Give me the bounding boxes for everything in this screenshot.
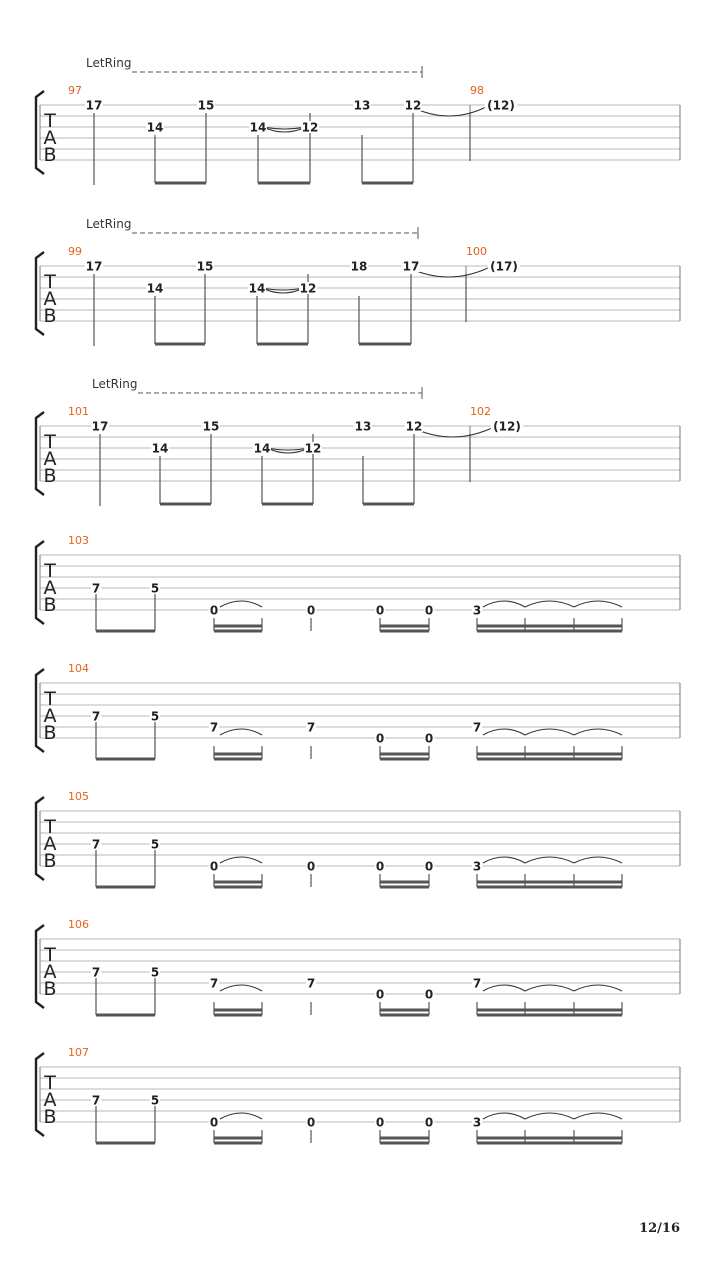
tab-clef-letter: B bbox=[43, 465, 57, 487]
fret-number: (12) bbox=[493, 419, 521, 434]
fret-number: 7 bbox=[209, 720, 219, 735]
fret-number: 12 bbox=[404, 98, 422, 113]
beam bbox=[477, 1009, 622, 1012]
beam bbox=[214, 1009, 262, 1012]
fret-number: 14 bbox=[249, 120, 267, 135]
beam bbox=[214, 1142, 262, 1145]
beam bbox=[214, 753, 262, 756]
beam bbox=[214, 1137, 262, 1140]
tie-arc bbox=[574, 857, 622, 863]
beam bbox=[214, 1014, 262, 1017]
fret-number: 7 bbox=[91, 965, 101, 980]
fret-number: 3 bbox=[472, 603, 482, 618]
beam bbox=[96, 1142, 155, 1145]
let-ring-label: LetRing bbox=[86, 56, 132, 70]
beam bbox=[380, 758, 429, 761]
tie-arc bbox=[525, 601, 574, 607]
tie-arc bbox=[574, 985, 622, 991]
measure-number: 102 bbox=[470, 405, 491, 418]
tab-clef-letter: T bbox=[44, 688, 56, 710]
fret-number: 12 bbox=[405, 419, 423, 434]
fret-number: 0 bbox=[375, 603, 385, 618]
beam bbox=[380, 753, 429, 756]
beam bbox=[214, 625, 262, 628]
measure-number: 100 bbox=[466, 245, 487, 258]
tab-system bbox=[36, 1046, 680, 1145]
beam bbox=[477, 1014, 622, 1017]
beam bbox=[96, 886, 155, 889]
measure-number: 104 bbox=[68, 662, 89, 675]
fret-number: 0 bbox=[424, 859, 434, 874]
tab-system bbox=[36, 790, 680, 889]
fret-number: 3 bbox=[472, 1115, 482, 1130]
tie-arc bbox=[220, 729, 262, 735]
tab-clef-letter: T bbox=[44, 1072, 56, 1094]
fret-number: (17) bbox=[490, 259, 518, 274]
fret-number: 13 bbox=[354, 419, 372, 434]
tab-clef-letter: B bbox=[43, 722, 57, 744]
beam bbox=[477, 753, 622, 756]
fret-number: 0 bbox=[306, 1115, 316, 1130]
tab-system bbox=[36, 918, 680, 1017]
fret-number: 15 bbox=[196, 259, 214, 274]
measure-number: 97 bbox=[68, 84, 82, 97]
fret-number: 17 bbox=[91, 419, 109, 434]
beam bbox=[380, 625, 429, 628]
fret-number: 5 bbox=[150, 709, 160, 724]
let-ring-label: LetRing bbox=[86, 217, 132, 231]
beam bbox=[380, 630, 429, 633]
tab-clef-letter: T bbox=[44, 431, 56, 453]
tab-system bbox=[36, 534, 680, 633]
fret-number: 17 bbox=[85, 98, 103, 113]
tie-arc bbox=[411, 427, 494, 437]
tab-clef-letter: T bbox=[44, 110, 56, 132]
tie-arc bbox=[483, 857, 525, 863]
fret-number: 15 bbox=[197, 98, 215, 113]
beam bbox=[380, 1142, 429, 1145]
beam bbox=[214, 881, 262, 884]
tab-clef-letter: B bbox=[43, 305, 57, 327]
fret-number: 3 bbox=[472, 859, 482, 874]
tab-clef-letter: B bbox=[43, 594, 57, 616]
fret-number: 14 bbox=[146, 120, 164, 135]
beam bbox=[380, 1014, 429, 1017]
tie-arc bbox=[525, 1113, 574, 1119]
fret-number: 0 bbox=[424, 603, 434, 618]
beam bbox=[363, 503, 414, 506]
fret-number: 7 bbox=[472, 720, 482, 735]
tab-clef-letter: T bbox=[44, 560, 56, 582]
fret-number: 7 bbox=[306, 720, 316, 735]
tie-arc bbox=[574, 601, 622, 607]
beam bbox=[380, 1009, 429, 1012]
beam bbox=[258, 182, 310, 185]
beam bbox=[257, 343, 308, 346]
beam bbox=[477, 1137, 622, 1140]
fret-number: 14 bbox=[146, 281, 164, 296]
beam bbox=[359, 343, 411, 346]
tie-arc bbox=[220, 1113, 262, 1119]
beam bbox=[477, 1142, 622, 1145]
fret-number: 5 bbox=[150, 1093, 160, 1108]
measure-number: 101 bbox=[68, 405, 89, 418]
tie-arc bbox=[220, 985, 262, 991]
beam bbox=[96, 630, 155, 633]
fret-number: 0 bbox=[424, 987, 434, 1002]
fret-number: 0 bbox=[424, 731, 434, 746]
fret-number: 13 bbox=[353, 98, 371, 113]
fret-number: 14 bbox=[253, 441, 271, 456]
tie-arc bbox=[483, 601, 525, 607]
beam bbox=[160, 503, 211, 506]
fret-number: 12 bbox=[301, 120, 319, 135]
measure-number: 106 bbox=[68, 918, 89, 931]
fret-number: 0 bbox=[424, 1115, 434, 1130]
tab-clef-letter: B bbox=[43, 978, 57, 1000]
fret-number: 17 bbox=[85, 259, 103, 274]
fret-number: 12 bbox=[299, 281, 317, 296]
beam bbox=[96, 758, 155, 761]
measure-number: 99 bbox=[68, 245, 82, 258]
beam bbox=[262, 503, 313, 506]
fret-number: 7 bbox=[306, 976, 316, 991]
fret-number: 7 bbox=[91, 1093, 101, 1108]
tab-clef-letter: T bbox=[44, 816, 56, 838]
fret-number: 7 bbox=[472, 976, 482, 991]
tab-clef-letter: T bbox=[44, 271, 56, 293]
fret-number: 0 bbox=[306, 603, 316, 618]
tie-arc bbox=[525, 729, 574, 735]
fret-number: 14 bbox=[248, 281, 266, 296]
fret-number: 0 bbox=[375, 1115, 385, 1130]
tab-clef-letter: A bbox=[43, 577, 57, 599]
fret-number: 7 bbox=[91, 837, 101, 852]
tab-system bbox=[36, 56, 680, 185]
tab-clef-letter: A bbox=[43, 705, 57, 727]
fret-number: 0 bbox=[209, 1115, 219, 1130]
tab-clef-letter: B bbox=[43, 1106, 57, 1128]
tab-clef-letter: B bbox=[43, 850, 57, 872]
fret-number: 7 bbox=[91, 581, 101, 596]
tie-arc bbox=[483, 985, 525, 991]
fret-number: 0 bbox=[306, 859, 316, 874]
beam bbox=[155, 343, 205, 346]
measure-number: 105 bbox=[68, 790, 89, 803]
beam bbox=[477, 625, 622, 628]
fret-number: 18 bbox=[350, 259, 368, 274]
tab-system bbox=[36, 662, 680, 761]
tab-clef-letter: T bbox=[44, 944, 56, 966]
fret-number: 17 bbox=[402, 259, 420, 274]
tab-clef-letter: A bbox=[43, 288, 57, 310]
beam bbox=[380, 886, 429, 889]
tie-arc bbox=[525, 857, 574, 863]
tie-arc bbox=[574, 729, 622, 735]
tie-arc bbox=[483, 729, 525, 735]
fret-number: 0 bbox=[375, 859, 385, 874]
measure-number: 103 bbox=[68, 534, 89, 547]
fret-number: 7 bbox=[91, 709, 101, 724]
beam bbox=[362, 182, 413, 185]
fret-number: 5 bbox=[150, 965, 160, 980]
tab-system bbox=[36, 217, 680, 346]
beam bbox=[380, 1137, 429, 1140]
tab-clef-letter: A bbox=[43, 1089, 57, 1111]
fret-number: 15 bbox=[202, 419, 220, 434]
page-number: 12/16 bbox=[639, 1221, 680, 1236]
fret-number: 0 bbox=[209, 603, 219, 618]
tie-arc bbox=[574, 1113, 622, 1119]
tab-clef-letter: A bbox=[43, 833, 57, 855]
let-ring-label: LetRing bbox=[92, 377, 138, 391]
fret-number: 14 bbox=[151, 441, 169, 456]
beam bbox=[214, 758, 262, 761]
tie-arc bbox=[220, 857, 262, 863]
tab-clef-letter: A bbox=[43, 448, 57, 470]
tab-clef-letter: A bbox=[43, 961, 57, 983]
fret-number: 0 bbox=[375, 731, 385, 746]
measure-number: 98 bbox=[470, 84, 484, 97]
beam bbox=[96, 1014, 155, 1017]
tie-arc bbox=[220, 601, 262, 607]
beam bbox=[477, 881, 622, 884]
beam bbox=[477, 758, 622, 761]
fret-number: 7 bbox=[209, 976, 219, 991]
fret-number: 5 bbox=[150, 581, 160, 596]
beam bbox=[155, 182, 206, 185]
beam bbox=[380, 881, 429, 884]
fret-number: 0 bbox=[375, 987, 385, 1002]
beam bbox=[477, 886, 622, 889]
fret-number: 0 bbox=[209, 859, 219, 874]
beam bbox=[214, 630, 262, 633]
tab-clef-letter: B bbox=[43, 144, 57, 166]
fret-number: (12) bbox=[487, 98, 515, 113]
fret-number: 5 bbox=[150, 837, 160, 852]
measure-number: 107 bbox=[68, 1046, 89, 1059]
tab-clef-letter: A bbox=[43, 127, 57, 149]
tie-arc bbox=[483, 1113, 525, 1119]
fret-number: 12 bbox=[304, 441, 322, 456]
beam bbox=[477, 630, 622, 633]
beam bbox=[214, 886, 262, 889]
tab-system bbox=[36, 377, 680, 506]
tie-arc bbox=[525, 985, 574, 991]
